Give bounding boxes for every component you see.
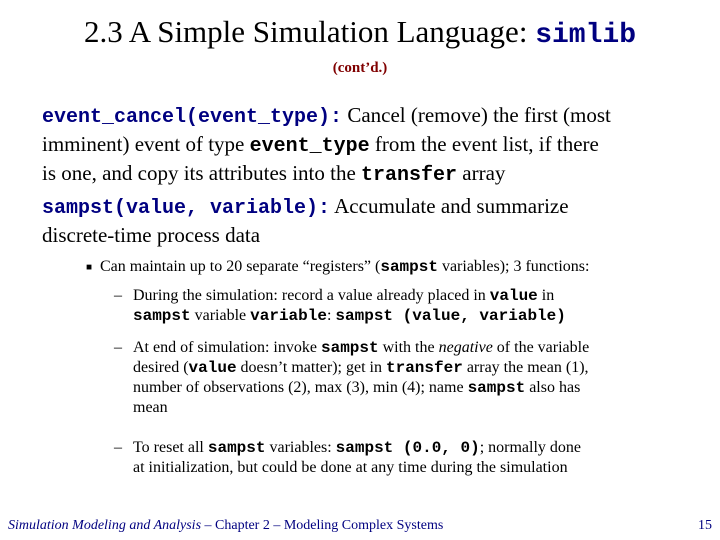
event-type-code: event_type bbox=[249, 135, 370, 158]
sampst-text-1: Accumulate and summarize bbox=[330, 194, 569, 218]
dash3-code-reset: sampst (0.0, 0) bbox=[335, 439, 480, 457]
dash3-text-c: ; normally done bbox=[479, 439, 582, 456]
dash1-code-call: sampst (value, variable) bbox=[335, 307, 566, 325]
dash2-code-sampst: sampst bbox=[320, 339, 379, 357]
dash2-text-c: of the variable bbox=[492, 339, 590, 356]
dash3-code-sampst: sampst bbox=[207, 439, 266, 457]
page-number: 15 bbox=[698, 518, 712, 533]
dash1-text-c: variable bbox=[190, 307, 251, 324]
event-cancel-text-2a: imminent) event of type bbox=[42, 132, 250, 156]
title-text: 2.3 A Simple Simulation Language: bbox=[83, 14, 536, 49]
title-code: simlib bbox=[535, 20, 637, 51]
sampst-paragraph bbox=[42, 193, 714, 248]
dash2-text-b: with the bbox=[378, 339, 439, 356]
dash1-text-d: : bbox=[326, 307, 336, 324]
slide-title bbox=[0, 12, 720, 56]
event-cancel-text-3a: is one, and copy its attributes into the bbox=[42, 161, 362, 185]
dash3-text-a: To reset all bbox=[133, 439, 208, 456]
dash1-code-variable: variable bbox=[250, 307, 327, 325]
dash2-text-d: desired ( bbox=[133, 359, 189, 376]
transfer-code: transfer bbox=[361, 164, 458, 187]
dash2-code-sampst2: sampst bbox=[467, 379, 526, 397]
event-cancel-term: event_cancel(event_type): bbox=[42, 106, 343, 129]
footer-chapter: – Chapter 2 – Modeling Complex Systems bbox=[201, 518, 444, 533]
dash2-text-e: doesn’t matter); get in bbox=[236, 359, 386, 376]
sampst-term: sampst(value, variable): bbox=[42, 197, 331, 220]
dash2-text-g: number of observations (2), max (3), min (4); name bbox=[133, 379, 468, 396]
dash3-text-b: variables: bbox=[265, 439, 336, 456]
dash2-text-i: mean bbox=[133, 399, 168, 416]
bullet-text-b: variables); 3 functions: bbox=[437, 258, 590, 275]
dash2-code-value: value bbox=[188, 359, 237, 377]
footer-book-title: Simulation Modeling and Analysis bbox=[8, 518, 202, 533]
dash2-code-transfer: transfer bbox=[386, 359, 463, 377]
event-cancel-text-1: Cancel (remove) the first (most bbox=[342, 103, 611, 127]
dash-icon: – bbox=[114, 287, 122, 304]
bullet-icon: ■ bbox=[86, 262, 93, 273]
dash1-code-value: value bbox=[489, 287, 538, 305]
sampst-text-2: discrete-time process data bbox=[42, 223, 261, 247]
dash2-text-a: At end of simulation: invoke bbox=[133, 339, 321, 356]
event-cancel-paragraph bbox=[42, 102, 714, 189]
dash1-text-a: During the simulation: record a value already placed in bbox=[133, 287, 490, 304]
dash-icon: – bbox=[114, 339, 122, 356]
dash1-code-sampst: sampst bbox=[133, 307, 191, 325]
slide-subtitle: (cont’d.) bbox=[332, 60, 388, 76]
bullet-text-a: Can maintain up to 20 separate “registers” ( bbox=[100, 258, 381, 275]
dash-icon: – bbox=[114, 439, 122, 456]
dash2-text-h: also has bbox=[525, 379, 581, 396]
dash1-text-b: in bbox=[537, 287, 555, 304]
event-cancel-text-2b: from the event list, if there bbox=[369, 132, 599, 156]
footer-source bbox=[8, 518, 443, 534]
dash2-text-f: array the mean (1), bbox=[462, 359, 589, 376]
bullet-code: sampst bbox=[380, 258, 438, 276]
event-cancel-text-3b: array bbox=[457, 161, 506, 185]
dash2-emphasis: negative bbox=[438, 339, 493, 356]
dash3-text-d: at initialization, but could be done at any time during the simulation bbox=[133, 459, 568, 476]
